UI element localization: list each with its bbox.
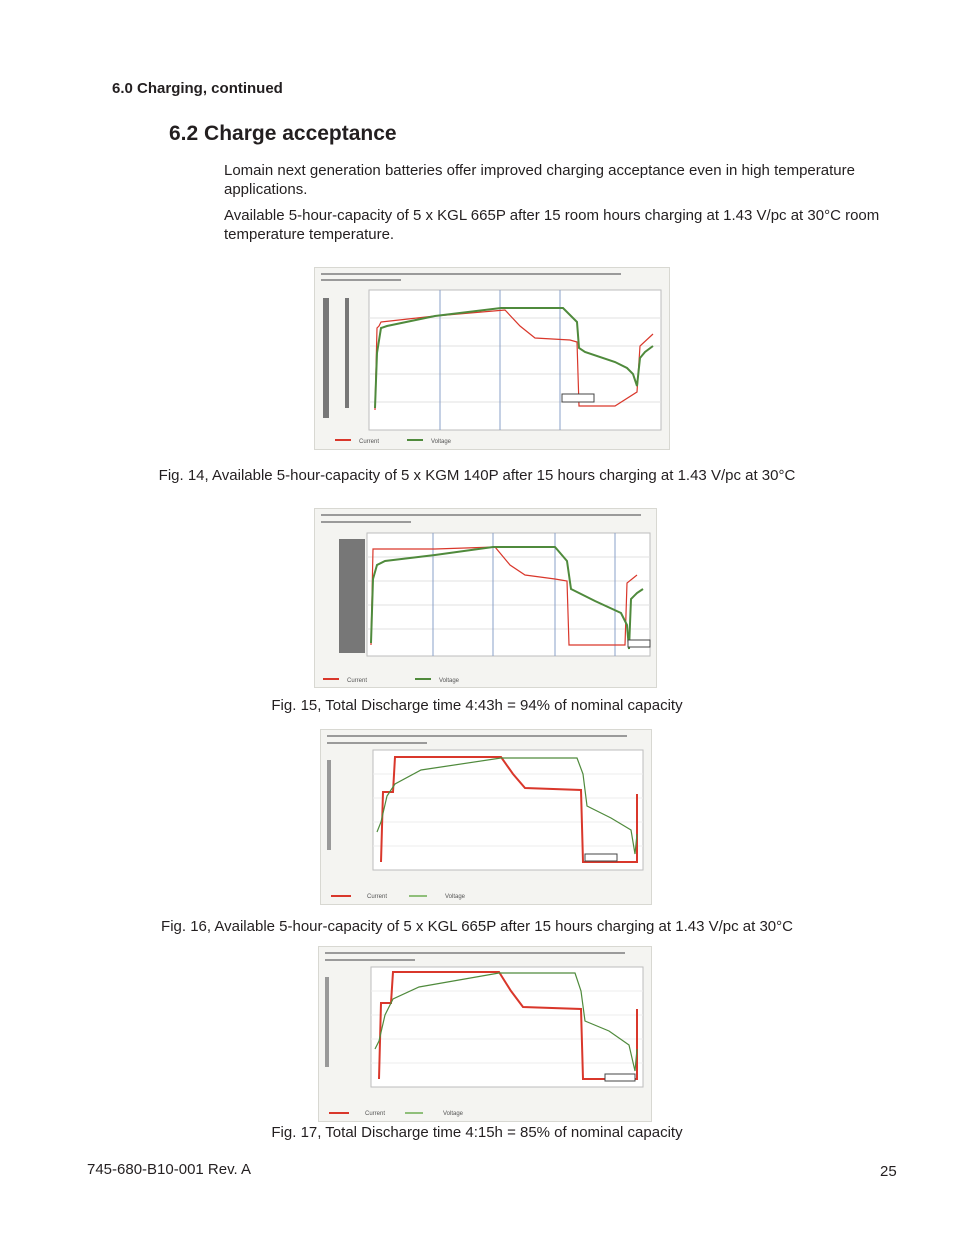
figure-17-legend-current: Current	[365, 1111, 386, 1117]
figure-14-caption: Fig. 14, Available 5-hour-capacity of 5 x KGM 140P after 15 hours charging at 1.43 V/pc at 30°C	[158, 467, 796, 484]
page-number: 25	[880, 1163, 897, 1180]
figure-14-image	[314, 267, 670, 450]
figure-14-legend-current: Current	[359, 439, 380, 445]
page-title: 6.2 Charge acceptance	[169, 122, 397, 145]
figure-17-image	[318, 946, 652, 1122]
capacity-paragraph: Available 5-hour-capacity of 5 x KGL 665P after 15 room hours charging at 1.43 V/pc at 30°C room temperature temperature.	[224, 207, 880, 243]
figure-16-image	[320, 729, 652, 905]
figure-14-legend-voltage: Voltage	[431, 439, 452, 445]
figure-16-chart	[321, 730, 651, 904]
figure-15-legend-voltage: Voltage	[439, 678, 460, 684]
document-number: 745-680-B10-001 Rev. A	[87, 1161, 251, 1178]
figure-16-legend-current: Current	[367, 894, 388, 900]
figure-17-legend-voltage: Voltage	[443, 1111, 464, 1117]
figure-15-caption: Fig. 15, Total Discharge time 4:43h = 94% of nominal capacity	[271, 697, 683, 714]
figure-15-image	[314, 508, 657, 688]
figure-17-chart	[319, 947, 651, 1121]
intro-paragraph: Lomain next generation batteries offer improved charging acceptance even in high temperature applications.	[224, 162, 855, 198]
figure-14-chart	[315, 268, 669, 449]
figure-15-chart	[315, 509, 656, 687]
figure-16-caption: Fig. 16, Available 5-hour-capacity of 5 x KGL 665P after 15 hours charging at 1.43 V/pc at 30°C	[161, 918, 793, 935]
figure-17-caption: Fig. 17, Total Discharge time 4:15h = 85% of nominal capacity	[271, 1124, 683, 1141]
figure-16-legend-voltage: Voltage	[445, 894, 466, 900]
section-heading: 6.0 Charging, continued	[112, 80, 283, 97]
figure-15-legend-current: Current	[347, 678, 368, 684]
